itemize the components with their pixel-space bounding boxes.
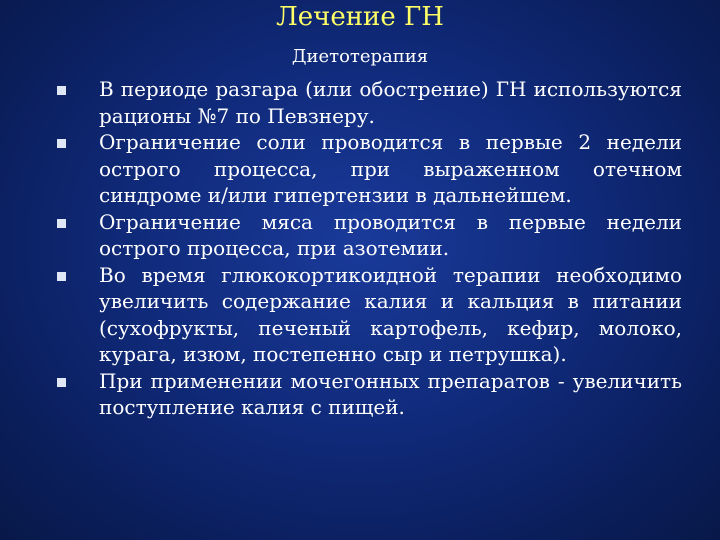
bullet-item-1 bbox=[0, 76, 720, 129]
bullet-item-2 bbox=[0, 129, 720, 209]
bullet-item-4 bbox=[0, 262, 720, 368]
square-bullet-icon bbox=[57, 272, 66, 281]
square-bullet-icon bbox=[57, 219, 66, 228]
slide-subtitle: Диетотерапия bbox=[291, 46, 429, 67]
bullet-text: При применении мочегонных препаратов - увеличить поступление калия с пищей. bbox=[99, 368, 682, 419]
square-bullet-icon bbox=[57, 378, 66, 387]
bullet-text: Ограничение мяса проводится в первые недели острого процесса, при азотемии. bbox=[99, 209, 682, 260]
square-bullet-icon bbox=[57, 86, 66, 95]
bullet-text: В периоде разгара (или обострение) ГН используются рационы №7 по Певзнеру. bbox=[99, 77, 682, 128]
bullet-item-5 bbox=[0, 368, 720, 421]
bullet-item-3 bbox=[0, 209, 720, 262]
bullet-list bbox=[0, 76, 720, 421]
square-bullet-icon bbox=[57, 139, 66, 148]
bullet-text: Во время глюкокортикоидной терапии необходимо увеличить содержание калия и кальция в питании (сухофрукты, печеный картофель, кефир, молоко, курага, изюм, постепенно сыр и петрушка). bbox=[99, 262, 682, 366]
bullet-text: Ограничение соли проводится в первые 2 недели острого процесса, при выраженном отечном синдроме и/или гипертензии в дальнейшем. bbox=[99, 130, 682, 207]
slide-title: Лечение ГН bbox=[276, 2, 444, 32]
